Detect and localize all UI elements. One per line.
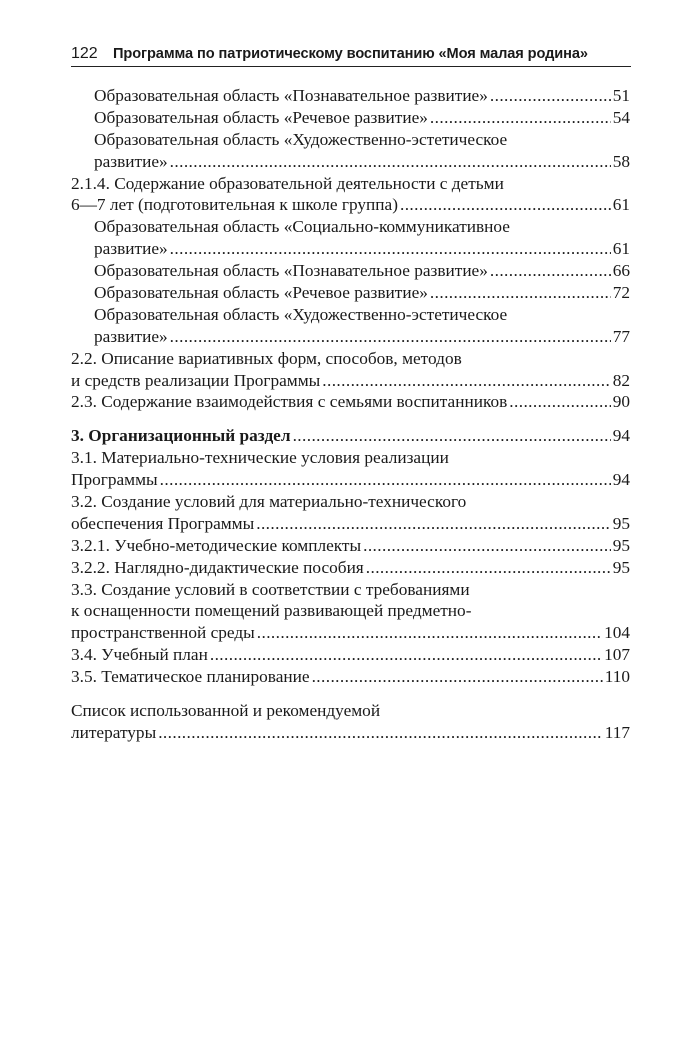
toc-entry-title-line: 3.2. Создание условий для материально-технического	[71, 492, 467, 512]
toc-entry-title-line: 3.1. Материально-технические условия реализации	[71, 448, 449, 468]
toc-entry-title-line: Образовательная область «Социально-коммуникативное	[94, 217, 510, 237]
toc-entry	[71, 391, 630, 413]
toc-entry-title-line: Образовательная область «Художественно-эстетическое	[94, 304, 508, 324]
toc-entry-title: Программы	[71, 470, 158, 490]
dot-leader	[363, 535, 611, 557]
toc-entry-title: 3.5. Тематическое планирование	[71, 667, 310, 687]
toc-page-number: 82	[612, 370, 630, 390]
toc-entry-title: 3.2.1. Учебно-методические комплекты	[71, 535, 362, 555]
dot-leader	[170, 326, 611, 348]
dot-leader	[322, 370, 610, 392]
toc-entry	[71, 260, 630, 282]
toc-page-number: 66	[612, 261, 630, 281]
toc-entry-title-line: к оснащенности помещений развивающей предметно-	[71, 601, 472, 621]
running-header	[71, 44, 631, 67]
toc-entry-title: Образовательная область «Познавательное развитие»	[94, 261, 488, 281]
toc-page-number: 54	[612, 107, 630, 127]
toc-entry-title: литературы	[71, 722, 157, 742]
toc-entry	[71, 491, 630, 535]
toc-page-number: 58	[612, 151, 630, 171]
toc-page-number: 95	[612, 535, 630, 555]
toc-entry-title-line: Образовательная область «Художественно-эстетическое	[94, 129, 508, 149]
table-of-contents	[71, 85, 630, 744]
dot-leader	[430, 282, 611, 304]
toc-entry-title-line: 3.3. Создание условий в соответствии с требованиями	[71, 579, 470, 599]
toc-page-number: 110	[604, 667, 630, 687]
toc-entry-title: 6—7 лет (подготовительная к школе группа)	[71, 195, 398, 215]
dot-leader	[312, 666, 603, 688]
toc-entry	[71, 557, 630, 579]
dot-leader	[158, 722, 603, 744]
toc-page-number: 117	[604, 722, 630, 742]
page-number: 122	[71, 45, 98, 62]
toc-entry-title: и средств реализации Программы	[71, 370, 321, 390]
toc-entry-title: 3. Организационный раздел	[71, 426, 291, 446]
toc-entry-title: пространственной среды	[71, 623, 255, 643]
toc-entry	[71, 579, 630, 645]
toc-page-number: 77	[612, 326, 630, 346]
toc-page-number: 94	[612, 426, 630, 446]
section-gap	[71, 688, 630, 700]
toc-entry	[71, 216, 630, 260]
toc-entry-title: 3.4. Учебный план	[71, 645, 208, 665]
toc-entry-title: Образовательная область «Познавательное развитие»	[94, 86, 488, 105]
toc-page-number: 107	[604, 645, 630, 665]
toc-entry-title: развитие»	[94, 151, 168, 171]
toc-entry-title: Образовательная область «Речевое развитие»	[94, 107, 428, 127]
toc-page-number: 61	[612, 195, 630, 215]
toc-entry	[71, 173, 630, 217]
toc-page-number: 51	[612, 86, 630, 105]
dot-leader	[293, 425, 611, 447]
toc-entry	[71, 107, 630, 129]
dot-leader	[490, 85, 611, 107]
toc-entry-title: обеспечения Программы	[71, 513, 255, 533]
toc-entry	[71, 85, 630, 107]
section-gap	[71, 413, 630, 425]
toc-entry	[71, 644, 630, 666]
toc-page-number: 95	[612, 557, 630, 577]
toc-entry	[71, 535, 630, 557]
dot-leader	[160, 469, 611, 491]
toc-entry-title: 3.2.2. Наглядно-дидактические пособия	[71, 557, 364, 577]
dot-leader	[366, 557, 611, 579]
toc-page-number: 104	[604, 623, 630, 643]
toc-entry-title: развитие»	[94, 239, 168, 259]
dot-leader	[509, 391, 610, 413]
toc-entry	[71, 348, 630, 392]
toc-entry	[71, 666, 630, 688]
dot-leader	[257, 622, 602, 644]
toc-page-number: 94	[612, 470, 630, 490]
toc-entry-title: Образовательная область «Речевое развитие»	[94, 283, 428, 303]
running-title: Программа по патриотическому воспитанию «Моя малая родина»	[113, 46, 588, 62]
toc-entry	[71, 447, 630, 491]
dot-leader	[400, 194, 611, 216]
toc-entry-title: 2.3. Содержание взаимодействия с семьями воспитанников	[71, 392, 508, 412]
toc-page-number: 72	[612, 283, 630, 303]
dot-leader	[430, 107, 611, 129]
toc-page-number: 61	[612, 239, 630, 259]
toc-entry	[71, 700, 630, 744]
toc-page-number: 95	[612, 513, 630, 533]
dot-leader	[490, 260, 611, 282]
toc-entry-title-line: 2.1.4. Содержание образовательной деятельности с детьми	[71, 173, 504, 193]
dot-leader	[170, 238, 611, 260]
toc-entry-title-line: Список использованной и рекомендуемой	[71, 701, 381, 721]
toc-entry	[71, 282, 630, 304]
dot-leader	[210, 644, 602, 666]
toc-entry-title-line: 2.2. Описание вариативных форм, способов, методов	[71, 348, 462, 368]
toc-entry	[71, 304, 630, 348]
toc-page-number: 90	[612, 392, 630, 412]
toc-entry-title: развитие»	[94, 326, 168, 346]
toc-entry	[71, 129, 630, 173]
dot-leader	[256, 513, 610, 535]
dot-leader	[170, 151, 611, 173]
toc-section-heading	[71, 425, 630, 447]
